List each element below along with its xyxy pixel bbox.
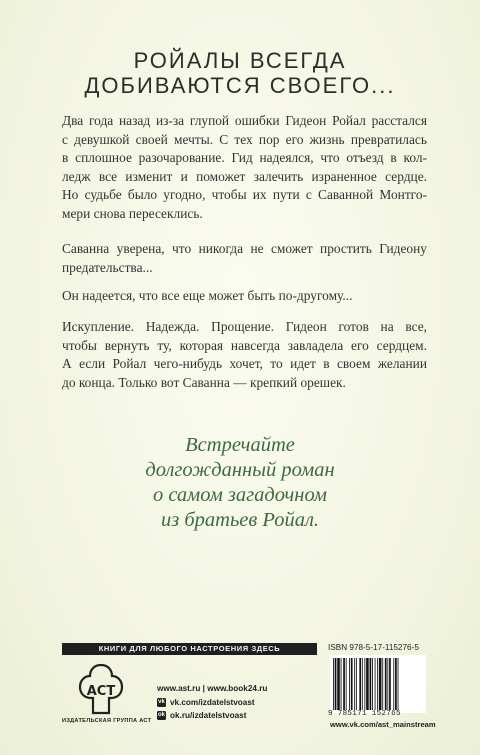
barcode-bar bbox=[395, 658, 397, 710]
barcode-bar bbox=[379, 658, 382, 710]
paragraph-3 bbox=[62, 287, 427, 306]
barcode-bar bbox=[359, 658, 361, 710]
logo-text: АСТ bbox=[86, 684, 116, 699]
barcode-bar bbox=[393, 658, 394, 710]
publisher-links bbox=[157, 682, 267, 723]
paragraph-4 bbox=[62, 318, 427, 392]
barcode bbox=[330, 655, 426, 713]
barcode-bar bbox=[398, 658, 399, 710]
barcode-bar bbox=[351, 658, 353, 710]
paragraph-line: с девушкой своей мечты. С тех пор его жизнь превратилась bbox=[62, 131, 427, 147]
sites-link[interactable]: www.ast.ru | www.book24.ru bbox=[157, 684, 268, 693]
vk-link[interactable]: vk.com/izdatelstvoast bbox=[170, 697, 255, 707]
promo-banner: КНИГИ ДЛЯ ЛЮБОГО НАСТРОЕНИЯ ЗДЕСЬ bbox=[62, 643, 317, 655]
barcode-bar bbox=[349, 658, 350, 710]
barcode-bar bbox=[387, 658, 388, 710]
paragraph-line: Но судьбе было угодно, чтобы их пути с Саванной Монтго- bbox=[62, 187, 427, 203]
barcode-icon bbox=[330, 655, 426, 713]
paragraph-line: Два года назад из-за глупой ошибки Гидеон Ройал расстался bbox=[62, 113, 427, 128]
paragraph-line: чтобы вернуть ту, которая навсегда завладела его сердцем. bbox=[62, 337, 427, 353]
vk-row[interactable] bbox=[157, 696, 267, 710]
paragraph-line: ледж все изменит и поможет залечить израненное сердце. bbox=[62, 168, 427, 184]
paragraph-line: Саванна уверена, что никогда не сможет простить Гидеону bbox=[62, 241, 427, 256]
barcode-bar bbox=[375, 658, 376, 710]
isbn-label: ISBN 978-5-17-115276-5 bbox=[328, 643, 419, 652]
barcode-bar bbox=[389, 658, 391, 710]
tagline bbox=[0, 433, 480, 533]
ok-link[interactable]: ok.ru/izdatelstvoast bbox=[170, 711, 247, 720]
barcode-bar bbox=[354, 658, 355, 710]
barcode-bar bbox=[362, 658, 363, 710]
barcode-bar bbox=[382, 658, 383, 710]
paragraph-1 bbox=[62, 112, 427, 224]
paragraph-line: Искупление. Надежда. Прощение. Гидеон готов на все, bbox=[62, 319, 427, 334]
paragraph-line: Он надеется, что все еще может быть по-другому... bbox=[62, 288, 353, 303]
barcode-bar bbox=[341, 658, 342, 710]
ast-logo-icon bbox=[78, 663, 124, 715]
barcode-bar bbox=[356, 658, 357, 710]
publisher-logo bbox=[62, 663, 152, 725]
tagline-line-3: о самом загадочном bbox=[152, 484, 328, 506]
barcode-bar bbox=[343, 658, 345, 710]
paragraph-line: в сплошное разочарование. Гид надеялся, что отъезд в кол- bbox=[62, 150, 427, 166]
sites-row[interactable] bbox=[157, 682, 267, 696]
barcode-bar bbox=[335, 658, 337, 710]
barcode-bar bbox=[346, 658, 347, 710]
barcode-digits: 9 785171 152765 bbox=[328, 710, 401, 718]
ok-icon: ok bbox=[157, 712, 165, 719]
barcode-bar bbox=[366, 658, 369, 710]
publisher-caption: ИЗДАТЕЛЬСКАЯ ГРУППА АСТ bbox=[62, 718, 152, 724]
tagline-line-4: из братьев Ройал. bbox=[160, 509, 320, 531]
ok-row[interactable] bbox=[157, 709, 267, 723]
vk-mainstream-link[interactable]: www.vk.com/ast_mainstream bbox=[330, 720, 436, 729]
paragraph-line: предательства... bbox=[62, 259, 153, 275]
barcode-bar bbox=[337, 658, 340, 710]
paragraph-line: до конца. Только вот Саванна — крепкий орешек. bbox=[62, 374, 346, 390]
paragraph-line: мери снова пересеклись. bbox=[62, 205, 203, 221]
vk-icon: vk bbox=[158, 698, 165, 705]
barcode-bar bbox=[385, 658, 387, 710]
heading-line-1: РОЙАЛЫ ВСЕГДА bbox=[133, 48, 347, 73]
tagline-line-2: долгожданный роман bbox=[145, 459, 335, 481]
barcode-bar bbox=[372, 658, 373, 710]
heading-line-2: ДОБИВАЮТСЯ СВОЕГО... bbox=[84, 73, 396, 98]
barcode-bar bbox=[333, 658, 334, 710]
back-cover-heading bbox=[0, 48, 480, 98]
barcode-bar bbox=[377, 658, 378, 710]
tagline-line-1: Встречайте bbox=[185, 434, 295, 456]
barcode-bar bbox=[370, 658, 372, 710]
paragraph-2 bbox=[62, 240, 427, 277]
paragraph-line: А если Ройал чего-нибудь хочет, то идет в своем желании bbox=[62, 356, 427, 372]
barcode-bar bbox=[364, 658, 365, 710]
